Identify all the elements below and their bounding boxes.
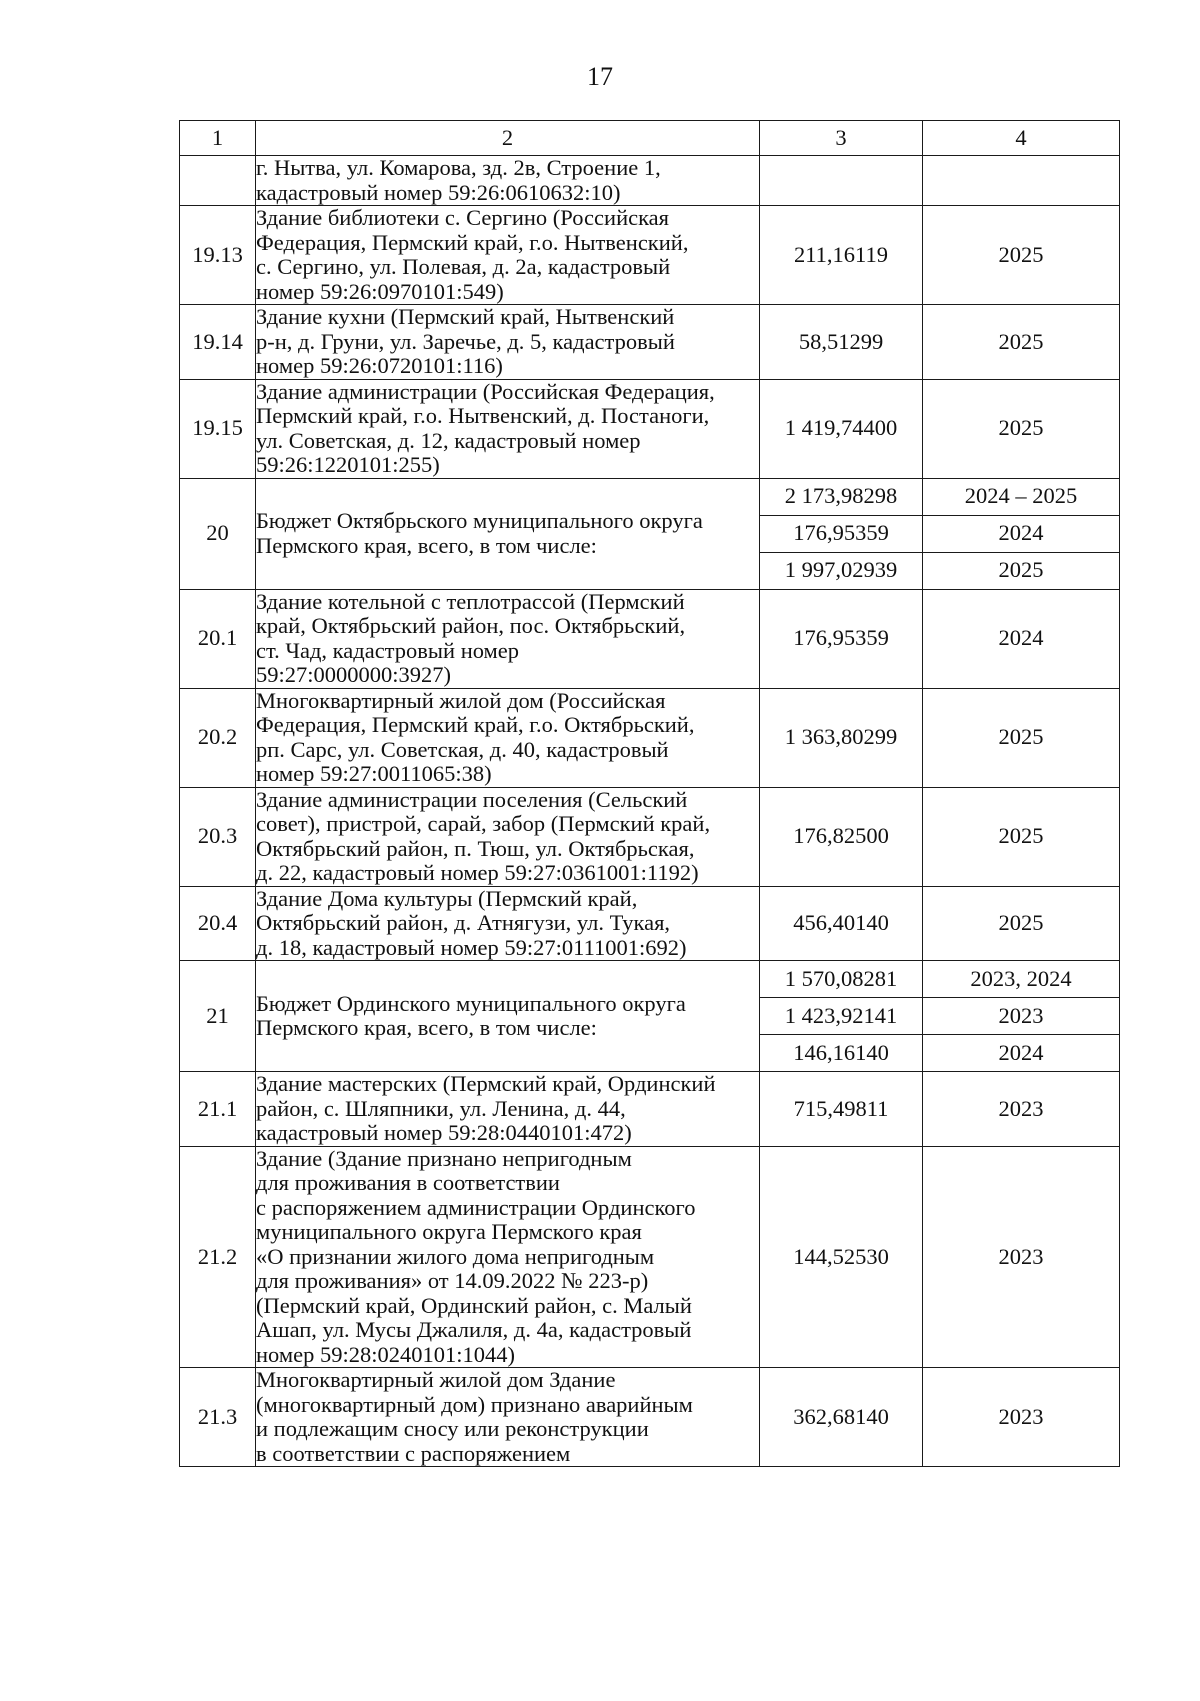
amount-cell: 715,49811 xyxy=(760,1072,923,1147)
row-number: 19.14 xyxy=(180,305,256,380)
year-cell: 2023 xyxy=(923,1146,1120,1368)
description-line: г. Нытва, ул. Комарова, зд. 2в, Строение 1, xyxy=(256,155,661,180)
year-cell: 2025 xyxy=(923,206,1120,305)
description-line: Здание администрации (Российская Федерация, xyxy=(256,378,715,404)
amount-cell: 1 997,02939 xyxy=(760,552,923,589)
year-cell: 2025 xyxy=(923,886,1120,961)
amount-cell: 176,95359 xyxy=(760,589,923,688)
row-number: 21.1 xyxy=(180,1072,256,1147)
year-cell: 2023, 2024 xyxy=(923,961,1120,998)
year-cell: 2023 xyxy=(923,1072,1120,1147)
row-number: 20.3 xyxy=(180,787,256,886)
year-cell: 2023 xyxy=(923,998,1120,1035)
row-number: 19.13 xyxy=(180,206,256,305)
amount-cell: 1 419,74400 xyxy=(760,379,923,478)
object-description xyxy=(256,156,760,206)
header-col-1: 1 xyxy=(180,121,256,156)
year-cell: 2024 xyxy=(923,1035,1120,1072)
description-line: (многоквартирный дом) признано аварийным xyxy=(256,1391,693,1417)
amount-cell: 1 363,80299 xyxy=(760,688,923,787)
description-line: для проживания» от 14.09.2022 № 223-р) xyxy=(256,1268,649,1293)
description-line: для проживания в соответствии xyxy=(256,1170,560,1195)
table-body xyxy=(180,121,1120,1467)
description-line: Пермского края, всего, в том числе: xyxy=(256,532,597,558)
header-col-3: 3 xyxy=(760,121,923,156)
amount-cell: 456,40140 xyxy=(760,886,923,961)
table-row xyxy=(180,305,1120,380)
description-line: 59:27:0000000:3927) xyxy=(256,662,451,687)
table-row xyxy=(180,206,1120,305)
year-cell: 2024 xyxy=(923,589,1120,688)
description-line: край, Октябрьский район, пос. Октябрьский, xyxy=(256,613,686,638)
year-cell: 2025 xyxy=(923,688,1120,787)
description-line: Многоквартирный жилой дом Здание xyxy=(256,1367,616,1392)
year-cell: 2025 xyxy=(923,787,1120,886)
description-line: Здание библиотеки с. Сергино (Российская xyxy=(256,205,670,230)
amount-cell: 362,68140 xyxy=(760,1368,923,1467)
description-line: и подлежащим сносу или реконструкции xyxy=(256,1416,649,1441)
amount-cell: 1 570,08281 xyxy=(760,961,923,998)
row-number: 19.15 xyxy=(180,379,256,478)
description-line: Октябрьский район, д. Атнягузи, ул. Тукая, xyxy=(256,910,671,935)
object-description xyxy=(256,1146,760,1368)
row-number: 20.2 xyxy=(180,688,256,787)
header-col-2: 2 xyxy=(256,121,760,156)
header-row xyxy=(180,121,1120,156)
description-line: Ашап, ул. Мусы Джалиля, д. 4а, кадастровый xyxy=(256,1317,692,1342)
amount-cell: 176,82500 xyxy=(760,787,923,886)
amount-cell xyxy=(760,156,923,206)
description-line: Здание Дома культуры (Пермский край, xyxy=(256,885,638,911)
description-line: (Пермский край, Ординский район, с. Малый xyxy=(256,1292,692,1318)
amount-cell: 2 173,98298 xyxy=(760,478,923,515)
table-row xyxy=(180,787,1120,886)
description-line: рп. Сарс, ул. Советская, д. 40, кадастровый xyxy=(256,736,669,762)
description-line: ул. Советская, д. 12, кадастровый номер xyxy=(256,427,641,453)
table-row xyxy=(180,478,1120,515)
year-cell xyxy=(923,156,1120,206)
amount-cell: 1 423,92141 xyxy=(760,998,923,1035)
description-line: Многоквартирный жилой дом (Российская xyxy=(256,687,666,713)
object-description xyxy=(256,379,760,478)
description-line: совет), пристрой, сарай, забор (Пермский край, xyxy=(256,811,711,836)
row-number: 20.1 xyxy=(180,589,256,688)
description-line: кадастровый номер 59:28:0440101:472) xyxy=(256,1120,632,1145)
year-cell: 2024 – 2025 xyxy=(923,478,1120,515)
description-line: Здание мастерских (Пермский край, Ординский xyxy=(256,1071,716,1096)
description-line: Бюджет Октябрьского муниципального округа xyxy=(256,508,703,533)
description-line: д. 22, кадастровый номер 59:27:0361001:1192) xyxy=(256,860,699,885)
description-line: Здание администрации поселения (Сельский xyxy=(256,786,688,812)
amount-cell: 176,95359 xyxy=(760,515,923,552)
object-description xyxy=(256,961,760,1072)
description-line: ст. Чад, кадастровый номер xyxy=(256,637,520,663)
amount-cell: 144,52530 xyxy=(760,1146,923,1368)
group-number: 21 xyxy=(180,961,256,1072)
table-row xyxy=(180,1146,1120,1368)
description-line: кадастровый номер 59:26:0610632:10) xyxy=(256,179,621,205)
object-description xyxy=(256,478,760,589)
object-description xyxy=(256,787,760,886)
description-line: Здание котельной с теплотрассой (Пермский xyxy=(256,588,685,614)
table-row xyxy=(180,1368,1120,1467)
description-line: номер 59:27:0011065:38) xyxy=(256,761,492,786)
year-cell: 2023 xyxy=(923,1368,1120,1467)
description-line: Октябрьский район, п. Тюш, ул. Октябрьская, xyxy=(256,835,695,861)
description-line: д. 18, кадастровый номер 59:27:0111001:692) xyxy=(256,934,687,960)
description-line: номер 59:28:0240101:1044) xyxy=(256,1341,515,1367)
object-description xyxy=(256,886,760,961)
row-number xyxy=(180,156,256,206)
description-line: Пермского края, всего, в том числе: xyxy=(256,1015,597,1040)
description-line: район, с. Шляпники, ул. Ленина, д. 44, xyxy=(256,1095,626,1121)
description-line: 59:26:1220101:255) xyxy=(256,452,440,477)
object-description xyxy=(256,688,760,787)
description-line: с распоряжением администрации Ординского xyxy=(256,1194,696,1220)
row-number: 21.3 xyxy=(180,1368,256,1467)
object-description xyxy=(256,305,760,380)
year-cell: 2025 xyxy=(923,552,1120,589)
description-line: номер 59:26:0720101:116) xyxy=(256,353,503,378)
object-description xyxy=(256,1072,760,1147)
header-col-4: 4 xyxy=(923,121,1120,156)
object-description xyxy=(256,206,760,305)
table-row xyxy=(180,379,1120,478)
description-line: Пермский край, г.о. Нытвенский, д. Постаноги, xyxy=(256,403,710,428)
description-line: с. Сергино, ул. Полевая, д. 2а, кадастровый xyxy=(256,254,671,279)
page-number: 17 xyxy=(587,62,613,91)
table-row xyxy=(180,156,1120,206)
description-line: номер 59:26:0970101:549) xyxy=(256,278,504,304)
description-line: муниципального округа Пермского края xyxy=(256,1219,642,1244)
year-cell: 2025 xyxy=(923,305,1120,380)
object-description xyxy=(256,1368,760,1467)
table-row xyxy=(180,589,1120,688)
table-row xyxy=(180,1072,1120,1147)
table-row xyxy=(180,886,1120,961)
group-number: 20 xyxy=(180,478,256,589)
budget-table xyxy=(179,120,1120,1467)
description-line: Федерация, Пермский край, г.о. Нытвенский, xyxy=(256,229,689,255)
description-line: р-н, д. Груни, ул. Заречье, д. 5, кадастровый xyxy=(256,328,675,354)
amount-cell: 58,51299 xyxy=(760,305,923,380)
table-row xyxy=(180,961,1120,998)
description-line: Федерация, Пермский край, г.о. Октябрьский, xyxy=(256,712,695,737)
description-line: в соответствии с распоряжением xyxy=(256,1440,571,1466)
description-line: Здание (Здание признано непригодным xyxy=(256,1145,632,1171)
row-number: 20.4 xyxy=(180,886,256,961)
year-cell: 2025 xyxy=(923,379,1120,478)
description-line: Здание кухни (Пермский край, Нытвенский xyxy=(256,304,675,329)
amount-cell: 211,16119 xyxy=(760,206,923,305)
description-line: Бюджет Ординского муниципального округа xyxy=(256,990,686,1016)
object-description xyxy=(256,589,760,688)
amount-cell: 146,16140 xyxy=(760,1035,923,1072)
description-line: «О признании жилого дома непригодным xyxy=(256,1243,655,1269)
year-cell: 2024 xyxy=(923,515,1120,552)
row-number: 21.2 xyxy=(180,1146,256,1368)
table-row xyxy=(180,688,1120,787)
